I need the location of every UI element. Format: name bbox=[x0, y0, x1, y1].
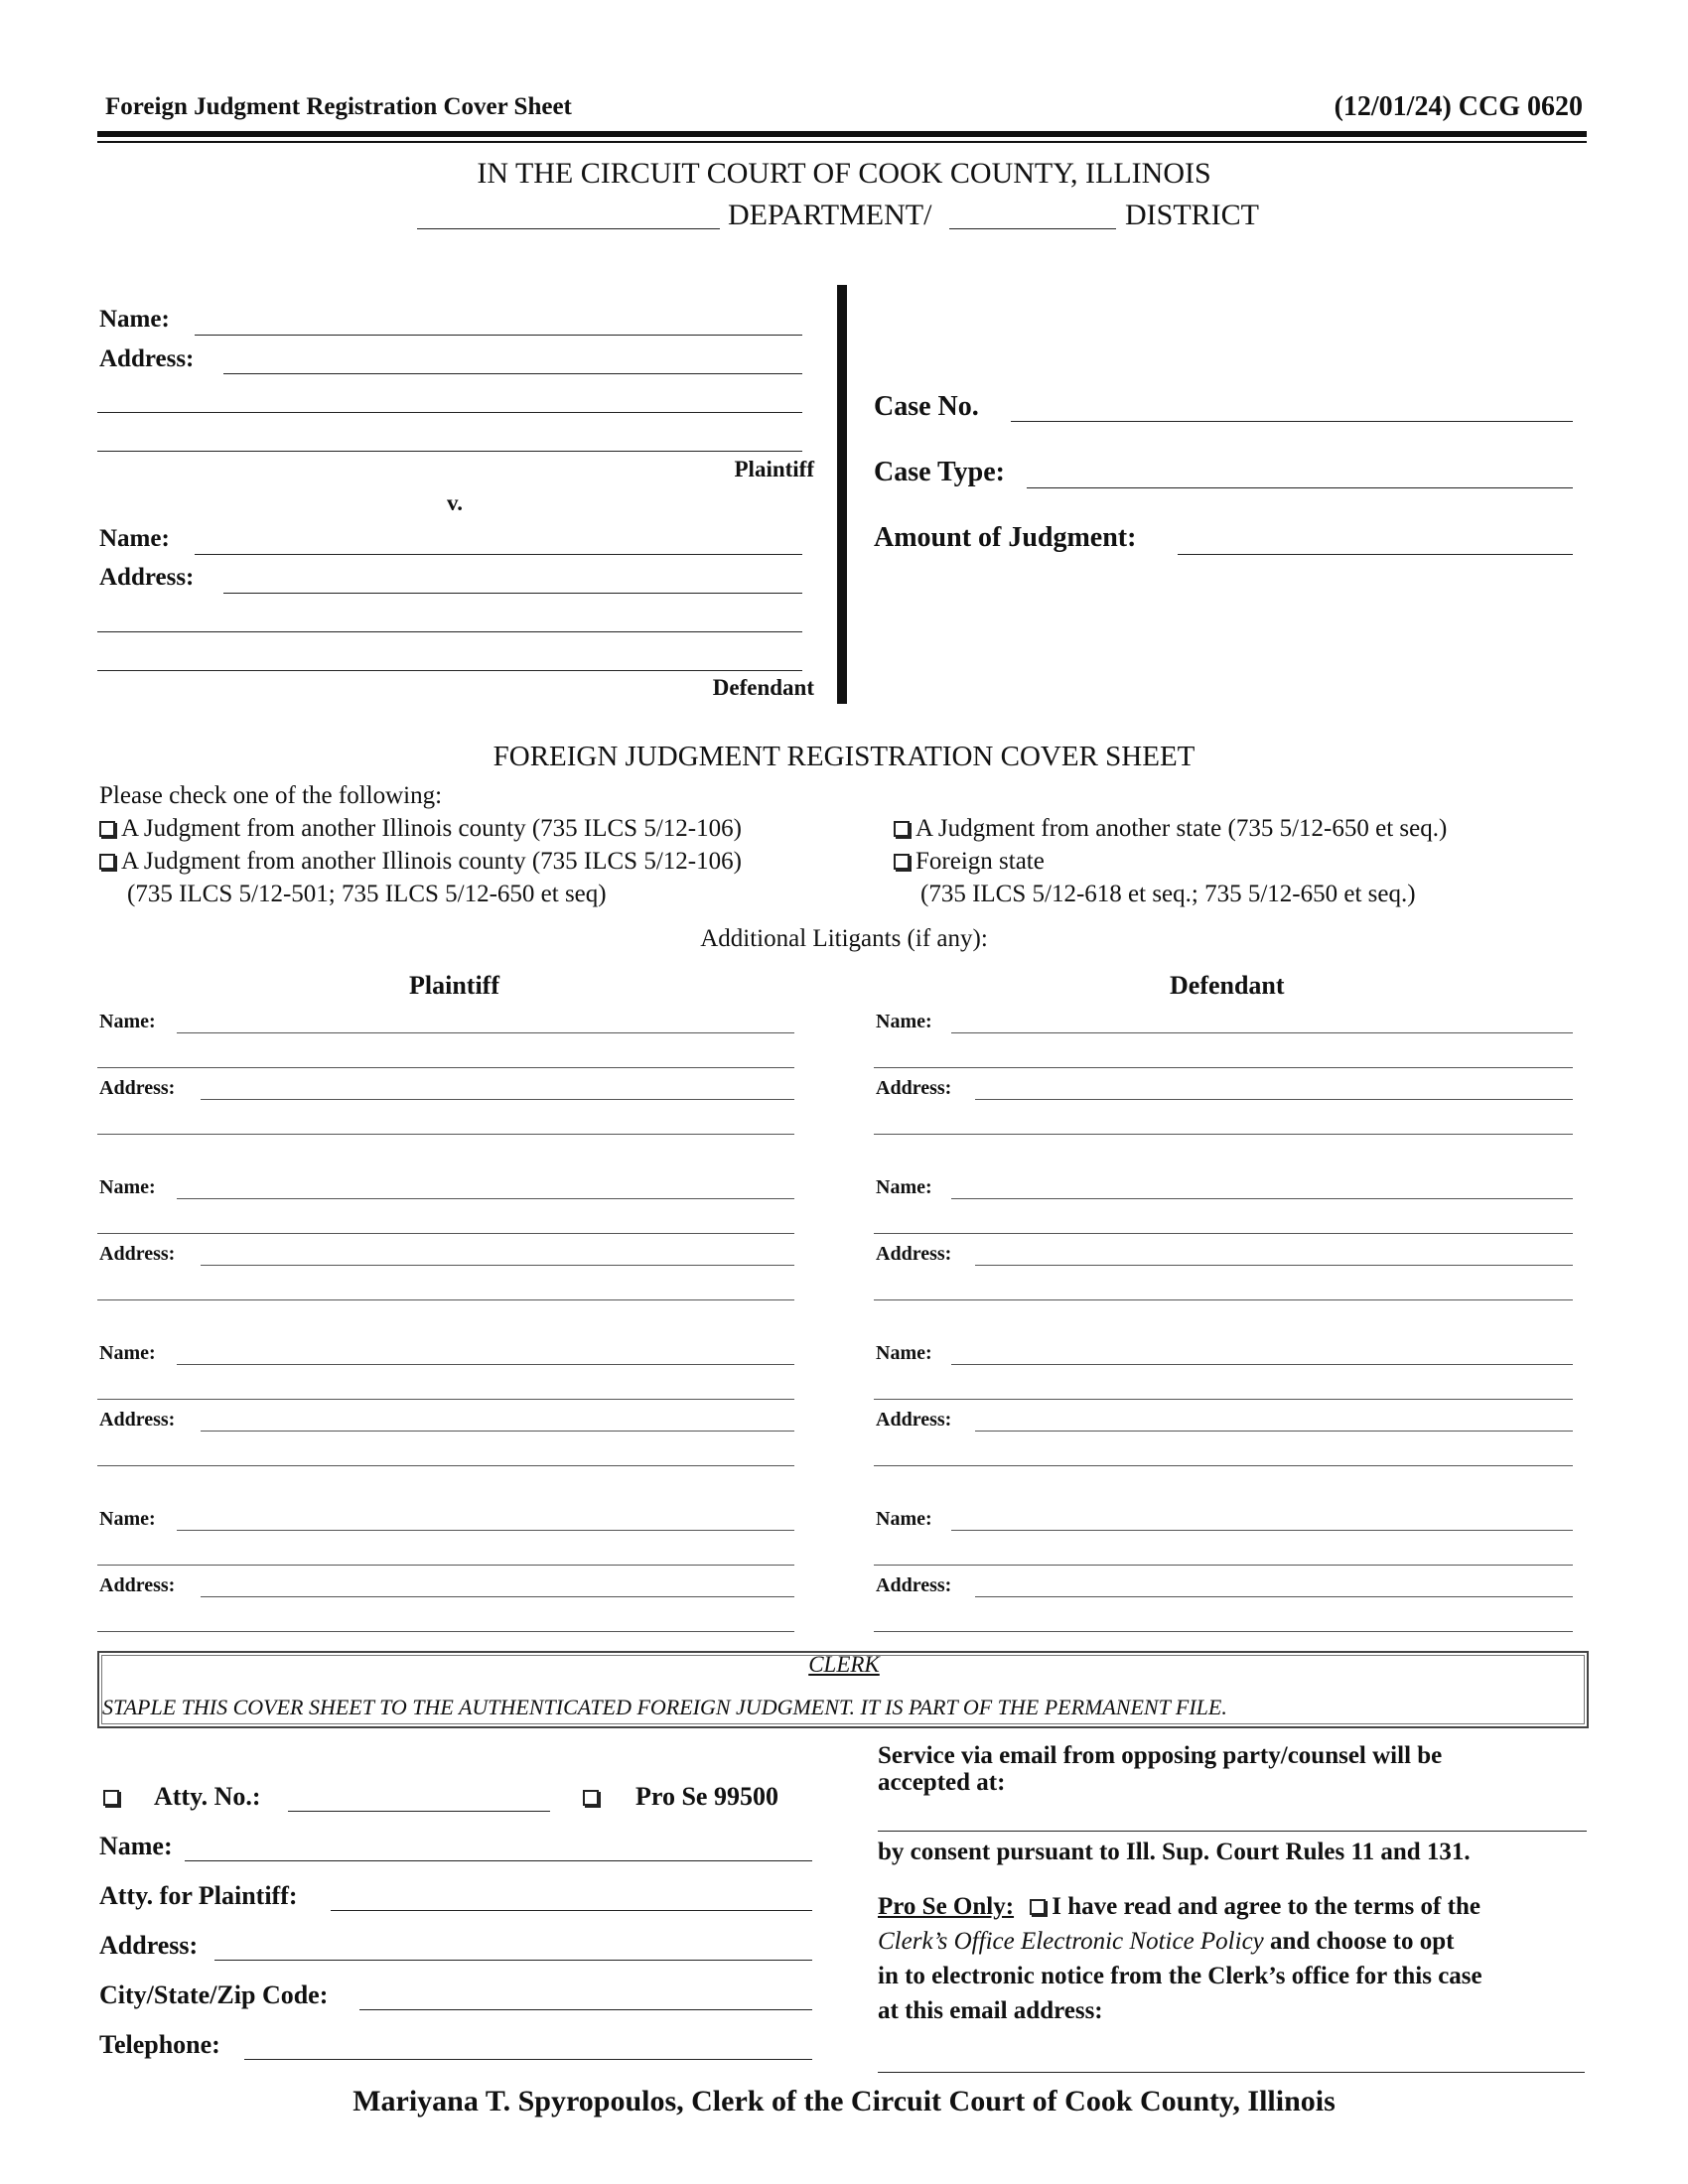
checkbox-icon[interactable] bbox=[99, 854, 115, 870]
versus-label: v. bbox=[447, 490, 463, 515]
clerk-signature: Mariyana T. Spyropoulos, Clerk of the Circuit Court of Cook County, Illinois bbox=[352, 2085, 1336, 2117]
plaintiff-litigant-address-label: Address: bbox=[99, 1409, 176, 1431]
plaintiff-litigant-address-line-2[interactable] bbox=[97, 1631, 794, 1632]
option-2-text: A Judgment from another Illinois county (735 ILCS 5/12-106) bbox=[121, 848, 742, 875]
defendant-litigant-name-label: Name: bbox=[876, 1176, 932, 1198]
plaintiff-litigant-address-field[interactable] bbox=[201, 1596, 794, 1597]
defendant-litigant-name-line-2[interactable] bbox=[874, 1399, 1573, 1400]
atty-no-field[interactable] bbox=[288, 1811, 550, 1812]
plaintiff-litigant-name-label: Name: bbox=[99, 1176, 156, 1198]
defendant-address-label: Address: bbox=[99, 564, 195, 591]
defendant-address-line-2[interactable] bbox=[97, 631, 802, 632]
defendant-litigant-address-label: Address: bbox=[876, 1409, 952, 1431]
defendant-litigant-address-label: Address: bbox=[876, 1574, 952, 1596]
checkbox-icon[interactable] bbox=[894, 854, 910, 870]
plaintiff-litigant-address-field[interactable] bbox=[201, 1099, 794, 1100]
additional-litigants-heading: Additional Litigants (if any): bbox=[700, 925, 988, 952]
defendant-litigant-name-field[interactable] bbox=[951, 1032, 1573, 1033]
plaintiff-litigant-address-field[interactable] bbox=[201, 1431, 794, 1432]
district-label: DISTRICT bbox=[1125, 199, 1259, 231]
plaintiff-litigant-address-label: Address: bbox=[99, 1077, 176, 1099]
department-field[interactable] bbox=[417, 228, 720, 229]
plaintiff-address-label: Address: bbox=[99, 345, 195, 372]
header-rule-thick bbox=[97, 131, 1587, 137]
plaintiff-address-line-2[interactable] bbox=[97, 412, 802, 413]
defendant-name-field[interactable] bbox=[195, 554, 802, 555]
plaintiff-name-field[interactable] bbox=[195, 335, 802, 336]
pro-se-email-field[interactable] bbox=[878, 2072, 1585, 2073]
form-title: Foreign Judgment Registration Cover Sheet bbox=[105, 93, 572, 120]
plaintiff-litigant-address-line-2[interactable] bbox=[97, 1299, 794, 1300]
plaintiff-litigant-address-line-2[interactable] bbox=[97, 1465, 794, 1466]
pro-se-agree-line-4: at this email address: bbox=[878, 1997, 1103, 2024]
atty-name-label: Name: bbox=[99, 1832, 173, 1860]
defendant-litigant-address-field[interactable] bbox=[975, 1099, 1573, 1100]
pro-se-agree-line-1 bbox=[878, 1893, 1480, 1921]
defendant-litigant-address-label: Address: bbox=[876, 1243, 952, 1265]
case-type-label: Case Type: bbox=[874, 457, 1005, 487]
plaintiff-litigant-name-label: Name: bbox=[99, 1342, 156, 1364]
amount-field[interactable] bbox=[1178, 554, 1573, 555]
plaintiff-litigant-name-line-2[interactable] bbox=[97, 1565, 794, 1566]
defendant-litigant-name-label: Name: bbox=[876, 1011, 932, 1032]
plaintiff-column-heading: Plaintiff bbox=[409, 971, 499, 1000]
agree-text-1: I have read and agree to the terms of the bbox=[1052, 1893, 1480, 1920]
policy-link[interactable]: Clerk’s Office Electronic Notice Policy bbox=[878, 1928, 1264, 1955]
atty-no-label: Atty. No.: bbox=[154, 1782, 261, 1811]
option-illinois-county-2[interactable] bbox=[99, 848, 742, 876]
option-3-text: A Judgment from another state (735 5/12-650 et seq.) bbox=[915, 815, 1448, 842]
plaintiff-litigant-name-line-2[interactable] bbox=[97, 1233, 794, 1234]
service-line-2: accepted at: bbox=[878, 1769, 1006, 1796]
defendant-litigant-name-field[interactable] bbox=[951, 1530, 1573, 1531]
plaintiff-name-label: Name: bbox=[99, 306, 170, 333]
amount-label: Amount of Judgment: bbox=[874, 522, 1137, 553]
defendant-litigant-name-label: Name: bbox=[876, 1342, 932, 1364]
option-2-continuation: (735 ILCS 5/12-501; 735 ILCS 5/12-650 et seq) bbox=[127, 881, 607, 907]
telephone-field[interactable] bbox=[244, 2059, 812, 2060]
plaintiff-litigant-name-line-2[interactable] bbox=[97, 1399, 794, 1400]
case-type-field[interactable] bbox=[1027, 487, 1573, 488]
option-4-text: Foreign state bbox=[915, 848, 1045, 875]
defendant-litigant-address-field[interactable] bbox=[975, 1265, 1573, 1266]
case-no-label: Case No. bbox=[874, 391, 979, 422]
atty-address-label: Address: bbox=[99, 1931, 199, 1960]
city-state-zip-label: City/State/Zip Code: bbox=[99, 1980, 329, 2009]
defendant-address-field[interactable] bbox=[223, 593, 802, 594]
checkbox-icon[interactable] bbox=[103, 1790, 119, 1806]
plaintiff-litigant-name-label: Name: bbox=[99, 1011, 156, 1032]
defendant-litigant-name-line-2[interactable] bbox=[874, 1565, 1573, 1566]
defendant-litigant-name-field[interactable] bbox=[951, 1198, 1573, 1199]
form-code: (12/01/24) CCG 0620 bbox=[1334, 91, 1583, 122]
service-email-field[interactable] bbox=[878, 1831, 1587, 1832]
defendant-litigant-address-line-2[interactable] bbox=[874, 1631, 1573, 1632]
defendant-label: Defendant bbox=[712, 675, 814, 700]
plaintiff-litigant-name-field[interactable] bbox=[177, 1032, 794, 1033]
checkbox-icon[interactable] bbox=[1030, 1899, 1046, 1915]
checkbox-icon[interactable] bbox=[99, 821, 115, 837]
plaintiff-litigant-name-line-2[interactable] bbox=[97, 1067, 794, 1068]
pro-se-agree-line-3: in to electronic notice from the Clerk’s office for this case bbox=[878, 1963, 1482, 1989]
plaintiff-litigant-address-line-2[interactable] bbox=[97, 1134, 794, 1135]
defendant-litigant-address-label: Address: bbox=[876, 1077, 952, 1099]
defendant-litigant-address-field[interactable] bbox=[975, 1596, 1573, 1597]
service-line-1: Service via email from opposing party/counsel will be bbox=[878, 1742, 1443, 1769]
header-rule-thin bbox=[97, 141, 1587, 143]
telephone-label: Telephone: bbox=[99, 2030, 220, 2059]
clerk-heading: CLERK bbox=[808, 1652, 880, 1677]
clerk-instruction: STAPLE THIS COVER SHEET TO THE AUTHENTICATED FOREIGN JUDGMENT. IT IS PART OF THE PERMANENT FILE. bbox=[102, 1695, 1227, 1719]
defendant-litigant-name-field[interactable] bbox=[951, 1364, 1573, 1365]
atty-address-field[interactable] bbox=[214, 1960, 812, 1961]
plaintiff-litigant-address-label: Address: bbox=[99, 1243, 176, 1265]
case-no-field[interactable] bbox=[1011, 421, 1573, 422]
plaintiff-litigant-name-field[interactable] bbox=[177, 1198, 794, 1199]
defendant-litigant-address-line-2[interactable] bbox=[874, 1134, 1573, 1135]
defendant-litigant-name-line-2[interactable] bbox=[874, 1233, 1573, 1234]
vertical-divider bbox=[837, 285, 847, 704]
plaintiff-litigant-address-field[interactable] bbox=[201, 1265, 794, 1266]
pro-se-agree-line-2 bbox=[878, 1928, 1454, 1956]
defendant-litigant-name-label: Name: bbox=[876, 1508, 932, 1530]
consent-text: by consent pursuant to Ill. Sup. Court Rules 11 and 131. bbox=[878, 1839, 1471, 1865]
defendant-litigant-name-line-2[interactable] bbox=[874, 1067, 1573, 1068]
defendant-litigant-address-line-2[interactable] bbox=[874, 1465, 1573, 1466]
plaintiff-litigant-name-field[interactable] bbox=[177, 1364, 794, 1365]
plaintiff-label: Plaintiff bbox=[734, 457, 814, 481]
plaintiff-address-field[interactable] bbox=[223, 373, 802, 374]
check-instruction: Please check one of the following: bbox=[99, 782, 443, 809]
option-4-continuation: (735 ILCS 5/12-618 et seq.; 735 5/12-650 et seq.) bbox=[920, 881, 1416, 907]
defendant-column-heading: Defendant bbox=[1170, 971, 1285, 1000]
district-field[interactable] bbox=[949, 228, 1116, 229]
plaintiff-litigant-name-label: Name: bbox=[99, 1508, 156, 1530]
pro-se-only-label: Pro Se Only: bbox=[878, 1893, 1015, 1920]
option-1-text: A Judgment from another Illinois county (735 ILCS 5/12-106) bbox=[121, 815, 742, 842]
checkbox-icon[interactable] bbox=[583, 1790, 599, 1806]
option-another-state[interactable] bbox=[894, 815, 1447, 843]
defendant-address-line-3[interactable] bbox=[97, 670, 802, 671]
defendant-litigant-address-line-2[interactable] bbox=[874, 1299, 1573, 1300]
atty-for-field[interactable] bbox=[331, 1910, 812, 1911]
department-label: DEPARTMENT/ bbox=[728, 199, 932, 231]
defendant-litigant-address-field[interactable] bbox=[975, 1431, 1573, 1432]
defendant-name-label: Name: bbox=[99, 525, 170, 552]
plaintiff-litigant-name-field[interactable] bbox=[177, 1530, 794, 1531]
plaintiff-address-line-3[interactable] bbox=[97, 451, 802, 452]
court-title: IN THE CIRCUIT COURT OF COOK COUNTY, ILLINOIS bbox=[477, 157, 1211, 190]
agree-text-2: and choose to opt bbox=[1270, 1928, 1455, 1955]
option-illinois-county-1[interactable] bbox=[99, 815, 742, 843]
atty-for-label: Atty. for Plaintiff: bbox=[99, 1881, 298, 1910]
city-state-zip-field[interactable] bbox=[359, 2009, 812, 2010]
checkbox-icon[interactable] bbox=[894, 821, 910, 837]
plaintiff-litigant-address-label: Address: bbox=[99, 1574, 176, 1596]
atty-no-option[interactable] bbox=[103, 1782, 125, 1812]
option-foreign-state[interactable] bbox=[894, 848, 1045, 876]
pro-se-option[interactable] bbox=[583, 1782, 605, 1812]
atty-name-field[interactable] bbox=[185, 1860, 812, 1861]
pro-se-label: Pro Se 99500 bbox=[635, 1782, 778, 1811]
section-title: FOREIGN JUDGMENT REGISTRATION COVER SHEET bbox=[492, 741, 1196, 772]
